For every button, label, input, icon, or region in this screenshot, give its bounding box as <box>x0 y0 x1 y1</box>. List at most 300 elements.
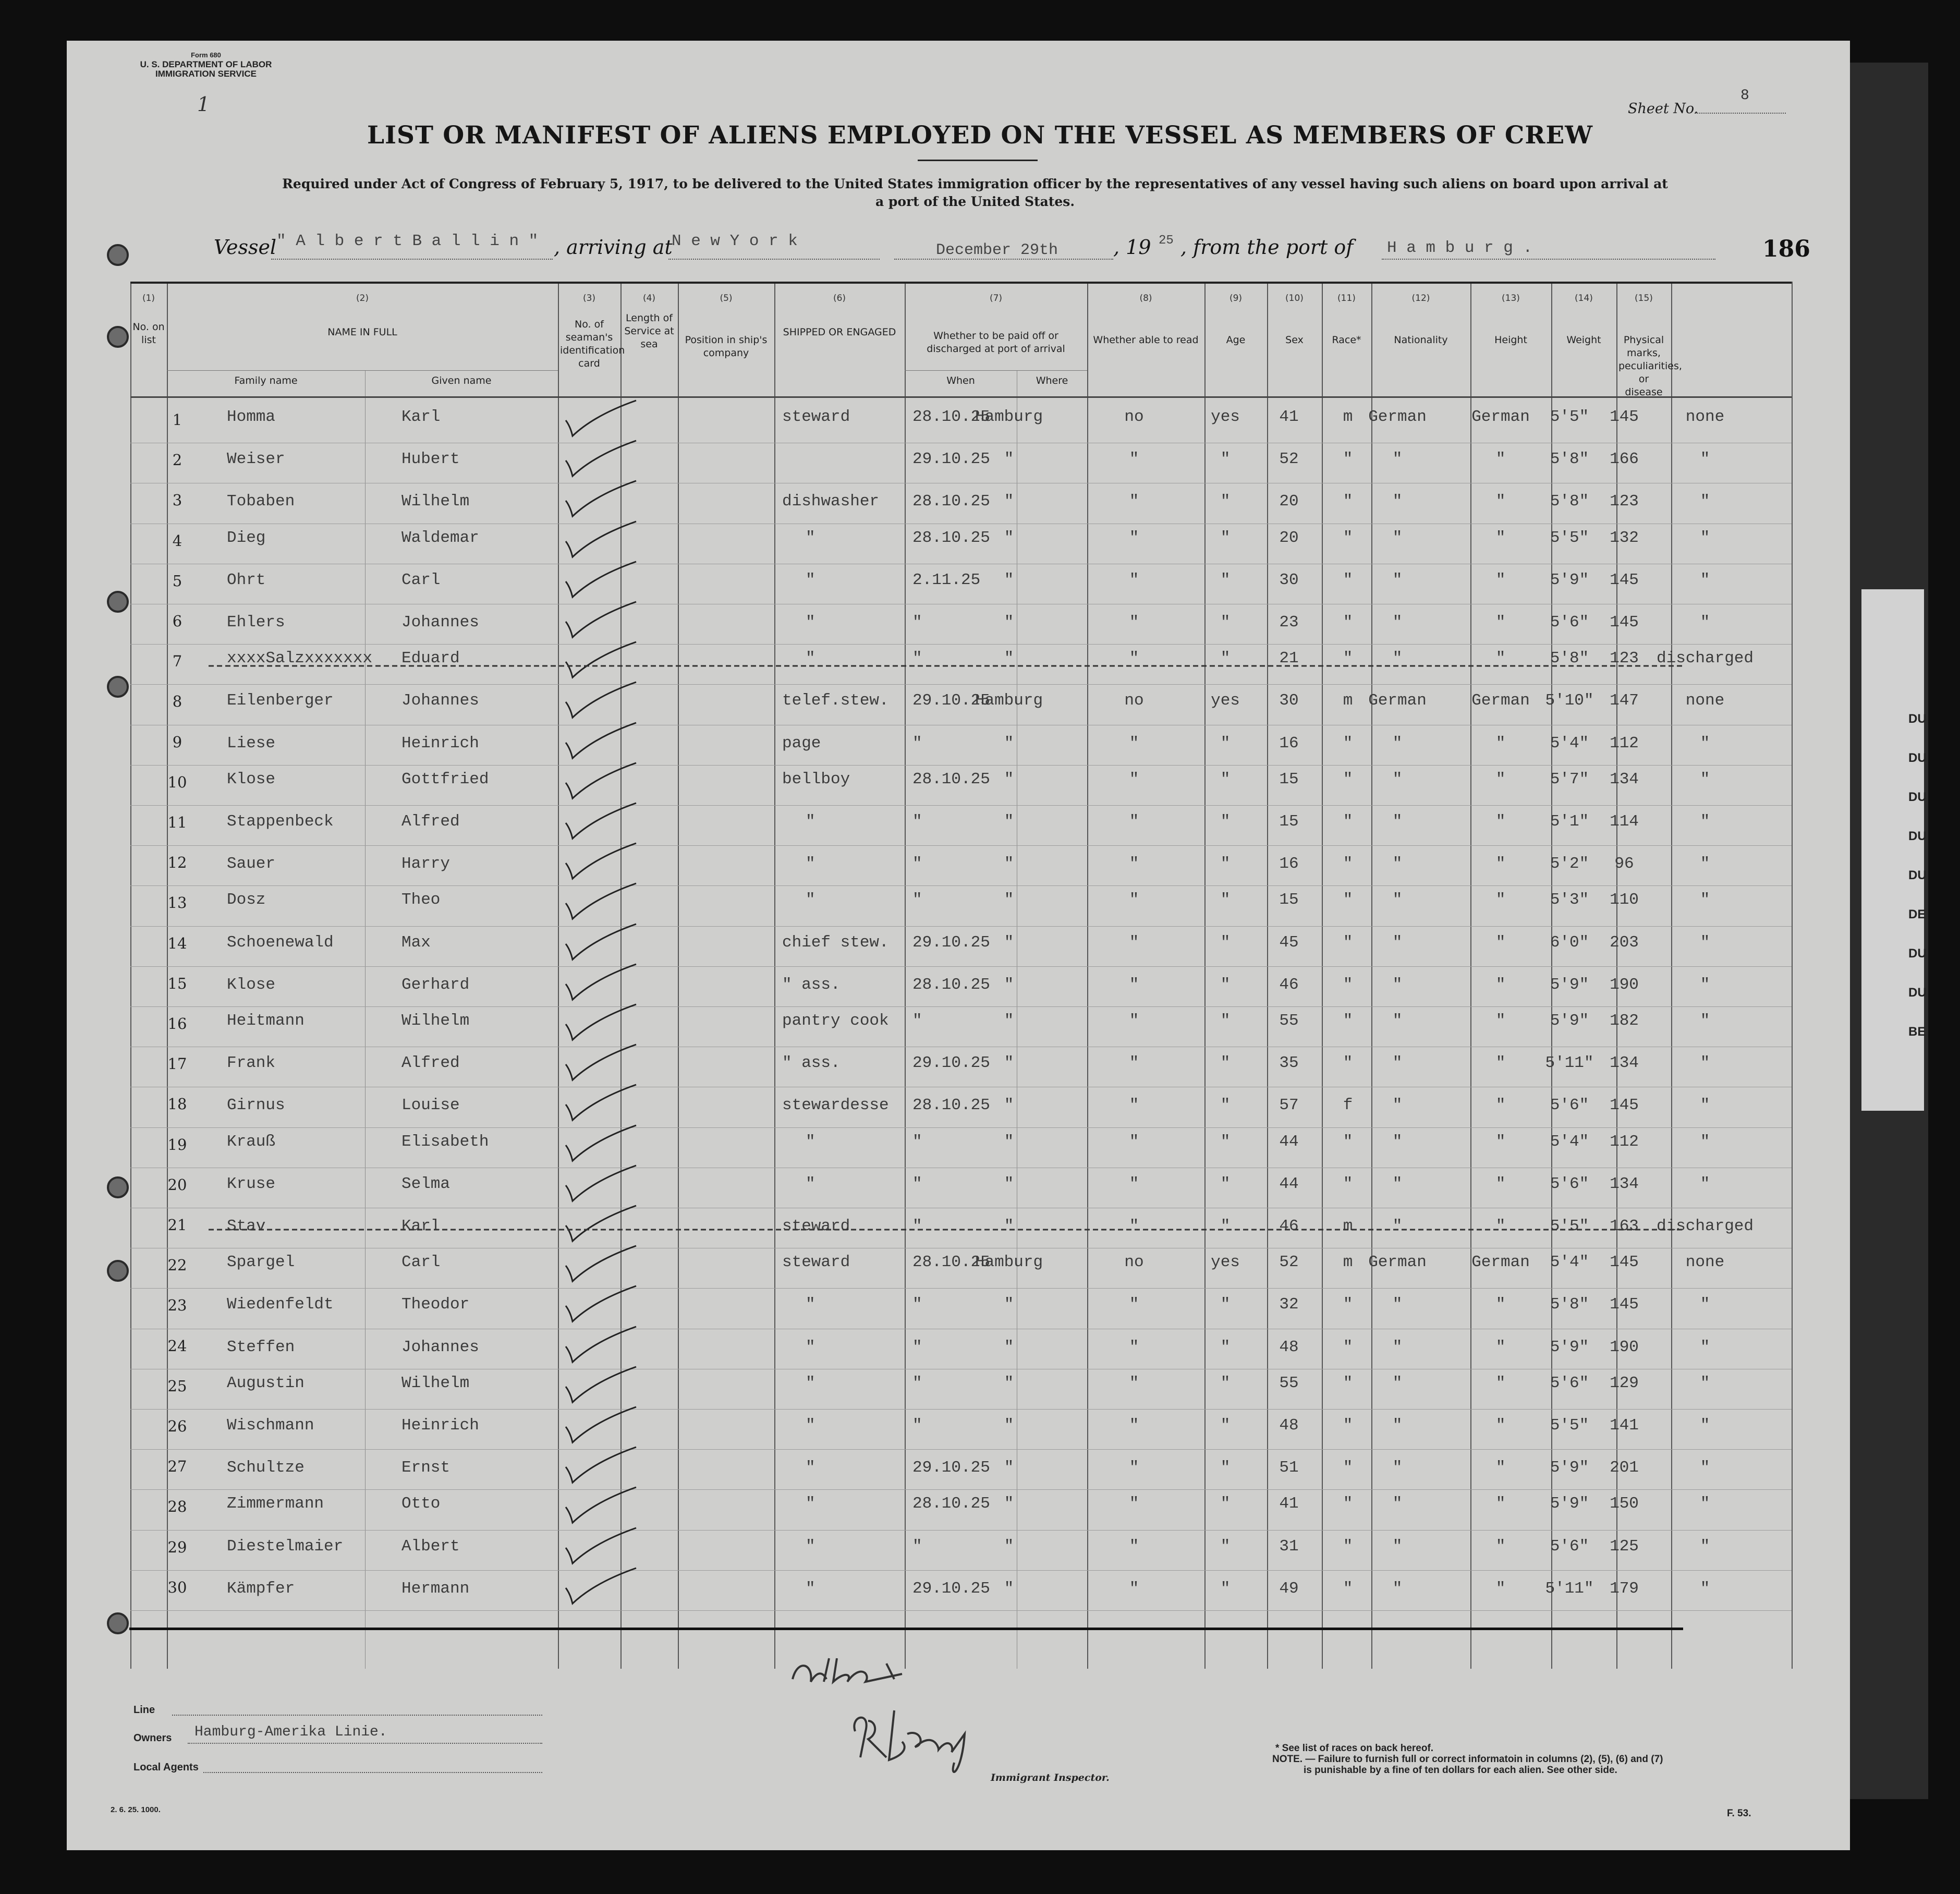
cell-when: " <box>912 1132 922 1151</box>
column-header-7: Whether to be paid off or discharged at port of arrival <box>927 330 1065 355</box>
arriving-label: , arriving at <box>554 236 673 259</box>
cell-where: Hamburg <box>975 408 1043 426</box>
cell-read: " <box>1220 570 1231 589</box>
cell-position: bellboy <box>782 770 850 788</box>
cell-family: Girnus <box>227 1096 285 1115</box>
cell-age: 49 <box>1279 1579 1299 1598</box>
sheet-number-line <box>1695 113 1786 114</box>
strike-through-line <box>130 660 1792 663</box>
cell-paid: no <box>1124 691 1144 710</box>
row-line <box>130 1570 1792 1571</box>
cell-marks: " <box>1700 613 1710 632</box>
cell-marks: " <box>1700 734 1710 752</box>
cell-race: " <box>1392 450 1403 469</box>
cell-age: 20 <box>1279 528 1299 547</box>
cell-family: Zimmermann <box>227 1495 324 1513</box>
column-header-15: Physical marks, peculiarities, or disease <box>1618 334 1682 398</box>
column-divider <box>558 282 559 1669</box>
cell-read: " <box>1220 1132 1231 1151</box>
row-line <box>130 1489 1792 1490</box>
vessel-line <box>271 259 553 260</box>
check-mark <box>563 1326 641 1367</box>
subheader-family: Family name <box>234 375 298 386</box>
cell-age: 46 <box>1279 975 1299 994</box>
cell-family: Tobaben <box>227 492 295 511</box>
cell-read: " <box>1220 450 1231 469</box>
cell-family: Spargel <box>227 1253 295 1272</box>
cell-read: " <box>1220 891 1231 909</box>
cell-weight: 145 <box>1610 1096 1639 1115</box>
handwritten-mark: 1 <box>197 93 210 116</box>
cell-where: " <box>1004 770 1014 788</box>
check-mark <box>563 1043 641 1085</box>
cell-height: 5'5" <box>1550 1416 1589 1435</box>
cell-weight: 163 <box>1610 1217 1639 1235</box>
cell-age: 41 <box>1279 408 1299 426</box>
cell-where: " <box>1004 1096 1014 1115</box>
cell-marks: " <box>1700 450 1710 469</box>
cell-nat: " <box>1495 1174 1506 1193</box>
cell-race: " <box>1392 1416 1403 1435</box>
cell-weight: 147 <box>1610 691 1639 710</box>
column-divider <box>130 282 131 1669</box>
cell-marks: " <box>1700 770 1710 788</box>
cell-height: 5'6" <box>1550 1096 1589 1115</box>
column-header-2: NAME IN FULL <box>327 326 397 338</box>
column-divider <box>774 282 775 1669</box>
column-header-12: Nationality <box>1394 334 1448 346</box>
departure-port: H a m b u r g . <box>1387 239 1533 257</box>
cell-given: Johannes <box>401 691 479 710</box>
cell-paid: " <box>1129 933 1139 952</box>
check-mark <box>563 1245 641 1286</box>
row-number: 8 <box>172 693 182 711</box>
cell-race: " <box>1392 649 1403 668</box>
row-number: 17 <box>167 1055 187 1073</box>
cell-age: 52 <box>1279 1253 1299 1272</box>
cell-sex: " <box>1343 770 1353 788</box>
cell-age: 15 <box>1279 891 1299 909</box>
cell-paid: no <box>1124 408 1144 426</box>
cell-position: page <box>782 734 821 752</box>
cell-position: " <box>806 613 815 632</box>
cell-given: Selma <box>401 1174 451 1193</box>
crew-manifest-table <box>130 282 1792 1669</box>
cell-nat: " <box>1495 450 1506 469</box>
cell-where: " <box>1004 734 1014 752</box>
cell-nat: " <box>1495 1537 1506 1556</box>
cell-marks: none <box>1685 1253 1725 1272</box>
cell-paid: " <box>1129 1338 1139 1356</box>
cell-position: " <box>806 855 815 873</box>
cell-where: " <box>1004 528 1014 547</box>
row-number: 10 <box>167 773 187 791</box>
cell-read: " <box>1220 734 1231 752</box>
cell-height: 5'10" <box>1545 691 1594 710</box>
row-number: 16 <box>167 1015 187 1033</box>
row-line <box>130 1288 1792 1289</box>
cell-sex: m <box>1343 1217 1353 1235</box>
edge-fragment: DE <box>1908 907 1926 921</box>
cell-family: Schoenewald <box>227 933 334 952</box>
cell-given: Carl <box>401 1253 441 1272</box>
cell-given: Johannes <box>401 1338 479 1356</box>
cell-where: " <box>1004 855 1014 873</box>
cell-nat: " <box>1495 812 1506 831</box>
cell-race: " <box>1392 1579 1403 1598</box>
cell-where: " <box>1004 1012 1014 1030</box>
subheader-where: Where <box>1036 375 1068 386</box>
cell-race: " <box>1392 770 1403 788</box>
cell-given: Hubert <box>401 450 460 469</box>
subheader-line <box>167 370 558 371</box>
cell-marks: " <box>1700 975 1710 994</box>
cell-race: " <box>1392 855 1403 873</box>
row-number: 6 <box>172 612 182 630</box>
cell-given: Heinrich <box>401 734 479 752</box>
check-mark <box>563 1366 641 1407</box>
cell-paid: " <box>1129 1295 1139 1314</box>
cell-sex: " <box>1343 1012 1353 1030</box>
cell-height: 5'11" <box>1545 1054 1594 1073</box>
local-agents-field <box>203 1772 542 1773</box>
row-line <box>130 1610 1792 1611</box>
cell-height: 5'9" <box>1550 975 1589 994</box>
row-line <box>130 1409 1792 1410</box>
cell-position: " <box>806 570 815 589</box>
column-header-3: No. of seaman's identification card <box>560 319 625 369</box>
cell-where: " <box>1004 1174 1014 1193</box>
binding-hole <box>107 1260 129 1282</box>
binding-hole <box>107 591 129 613</box>
cell-marks: " <box>1700 1416 1710 1435</box>
column-number: (4) <box>642 293 656 303</box>
cell-given: Harry <box>401 855 451 873</box>
cell-when: 28.10.25 <box>912 1495 990 1513</box>
cell-given: Hermann <box>401 1579 470 1598</box>
cell-paid: " <box>1129 613 1139 632</box>
line-label: Line <box>133 1704 155 1716</box>
cell-marks: none <box>1685 408 1725 426</box>
cell-position: " <box>806 1295 815 1314</box>
cell-weight: 166 <box>1610 450 1639 469</box>
cell-paid: " <box>1129 1459 1139 1477</box>
cell-marks: " <box>1700 1054 1710 1073</box>
cell-read: " <box>1220 649 1231 668</box>
cell-position: " <box>806 891 815 909</box>
cell-age: 46 <box>1279 1217 1299 1235</box>
cell-weight: 114 <box>1610 812 1639 831</box>
cell-position: " <box>806 1374 815 1392</box>
cell-sex: " <box>1343 1338 1353 1356</box>
cell-sex: " <box>1343 492 1353 511</box>
cell-weight: 141 <box>1610 1416 1639 1435</box>
cell-paid: " <box>1129 450 1139 469</box>
row-number: 28 <box>167 1498 187 1516</box>
cell-marks: " <box>1700 855 1710 873</box>
column-number: (2) <box>356 293 369 303</box>
cell-read: " <box>1220 1459 1231 1477</box>
cell-paid: no <box>1124 1253 1144 1272</box>
row-line <box>130 885 1792 886</box>
cell-family: Frank <box>227 1054 276 1073</box>
row-line <box>130 1006 1792 1007</box>
cell-family: Dieg <box>227 528 266 547</box>
cell-height: 5'3" <box>1550 891 1589 909</box>
check-mark <box>563 1285 641 1327</box>
row-line <box>130 1530 1792 1531</box>
cell-sex: " <box>1343 933 1353 952</box>
cell-family: Schultze <box>227 1459 305 1477</box>
cell-family: Kruse <box>227 1174 276 1193</box>
cell-nat: " <box>1495 1338 1506 1356</box>
cell-where: " <box>1004 1374 1014 1392</box>
cell-given: Gottfried <box>401 770 489 788</box>
cell-paid: " <box>1129 492 1139 511</box>
binding-hole <box>107 1612 129 1634</box>
row-number: 13 <box>167 894 187 912</box>
row-number: 22 <box>167 1256 187 1274</box>
cell-nat: " <box>1495 1374 1506 1392</box>
cell-race: " <box>1392 1338 1403 1356</box>
cell-race: " <box>1392 1217 1403 1235</box>
cell-where: " <box>1004 975 1014 994</box>
cell-height: 5'5" <box>1550 408 1589 426</box>
cell-weight: 145 <box>1610 613 1639 632</box>
subheader-given: Given name <box>431 375 492 386</box>
cell-race: " <box>1392 975 1403 994</box>
cell-nat: " <box>1495 1132 1506 1151</box>
column-divider <box>1792 282 1793 1669</box>
owners-value: Hamburg-Amerika Linie. <box>194 1724 387 1740</box>
cell-sex: m <box>1343 691 1353 710</box>
cell-given: Albert <box>401 1537 460 1556</box>
cell-given: Otto <box>401 1495 441 1513</box>
cell-position: " <box>806 1579 815 1598</box>
cell-age: 45 <box>1279 933 1299 952</box>
check-mark <box>563 681 641 723</box>
edge-fragment: DU <box>1908 712 1927 726</box>
form-number: Form 680 <box>191 51 221 59</box>
cell-nat: " <box>1495 1012 1506 1030</box>
cell-height: 5'8" <box>1550 450 1589 469</box>
column-header-5: Position in ship's company <box>685 334 768 359</box>
row-number: 30 <box>167 1578 187 1596</box>
cell-paid: " <box>1129 1579 1139 1598</box>
cell-family: Wischmann <box>227 1416 314 1435</box>
cell-race: German <box>1368 408 1427 426</box>
header-bottom-border <box>130 396 1792 398</box>
title-rule <box>918 160 1038 161</box>
cell-paid: " <box>1129 1054 1139 1073</box>
cell-position: " <box>806 1495 815 1513</box>
cell-given: Gerhard <box>401 975 470 994</box>
cell-where: " <box>1004 492 1014 511</box>
row-number: 12 <box>167 854 187 872</box>
cell-marks: " <box>1700 812 1710 831</box>
row-number: 1 <box>172 411 182 429</box>
cell-where: Hamburg <box>975 1253 1043 1272</box>
cell-paid: " <box>1129 891 1139 909</box>
check-mark <box>563 399 641 441</box>
cell-race: " <box>1392 1132 1403 1151</box>
cell-marks: " <box>1700 1374 1710 1392</box>
cell-when: " <box>912 1217 922 1235</box>
subheader-line <box>905 370 1087 371</box>
list-number: 186 <box>1762 236 1810 262</box>
cell-where: " <box>1004 1537 1014 1556</box>
sheet-number-value: 8 <box>1740 88 1749 104</box>
cell-when: 28.10.25 <box>912 770 990 788</box>
cell-sex: " <box>1343 734 1353 752</box>
cell-read: " <box>1220 1495 1231 1513</box>
check-mark <box>563 722 641 763</box>
cell-read: yes <box>1211 691 1240 710</box>
owners-label: Owners <box>133 1732 172 1744</box>
column-number: (12) <box>1411 293 1430 303</box>
cell-sex: " <box>1343 891 1353 909</box>
cell-position: " <box>806 1537 815 1556</box>
cell-weight: 145 <box>1610 1295 1639 1314</box>
cell-marks: " <box>1700 570 1710 589</box>
column-header-10: Sex <box>1285 334 1304 346</box>
cell-sex: " <box>1343 1579 1353 1598</box>
cell-height: 5'7" <box>1550 770 1589 788</box>
cell-where: Hamburg <box>975 691 1043 710</box>
cell-family: Homma <box>227 408 276 426</box>
arrival-port: N e w Y o r k <box>672 232 798 250</box>
check-mark <box>563 802 641 844</box>
row-number: 25 <box>167 1377 187 1395</box>
cell-sex: " <box>1343 450 1353 469</box>
cell-marks: " <box>1700 1132 1710 1151</box>
cell-race: German <box>1368 691 1427 710</box>
cell-age: 23 <box>1279 613 1299 632</box>
cell-when: 28.10.25 <box>912 408 990 426</box>
cell-given: Karl <box>401 1217 441 1235</box>
cell-race: German <box>1368 1253 1427 1272</box>
column-number: (6) <box>833 293 846 303</box>
cell-when: " <box>912 1537 922 1556</box>
cell-age: 41 <box>1279 1495 1299 1513</box>
cell-marks: " <box>1700 1579 1710 1598</box>
table-end-rule <box>129 1628 1683 1630</box>
cell-when: " <box>912 1338 922 1356</box>
cell-when: " <box>912 1374 922 1392</box>
arrival-year: 25 <box>1159 234 1174 248</box>
cell-family: Diestelmaier <box>227 1537 344 1556</box>
cell-where: " <box>1004 891 1014 909</box>
cell-height: 5'9" <box>1550 1012 1589 1030</box>
row-number: 23 <box>167 1296 187 1315</box>
cell-height: 5'8" <box>1550 492 1589 511</box>
cell-height: 5'4" <box>1550 1132 1589 1151</box>
cell-read: " <box>1220 1217 1231 1235</box>
arrival-line <box>668 259 880 260</box>
cell-when: " <box>912 1012 922 1030</box>
local-agents-label: Local Agents <box>133 1762 199 1773</box>
cell-given: Theo <box>401 891 441 909</box>
check-mark <box>563 1003 641 1045</box>
edge-fragment: BE <box>1908 1025 1926 1039</box>
cell-paid: " <box>1129 1537 1139 1556</box>
check-mark <box>563 480 641 521</box>
cell-paid: " <box>1129 855 1139 873</box>
cell-paid: " <box>1129 975 1139 994</box>
cell-paid: " <box>1129 1132 1139 1151</box>
cell-when: " <box>912 649 922 668</box>
cell-read: " <box>1220 770 1231 788</box>
cell-weight: 96 <box>1614 855 1634 873</box>
cell-when: 29.10.25 <box>912 1459 990 1477</box>
cell-sex: " <box>1343 975 1353 994</box>
check-mark <box>563 1486 641 1528</box>
cell-age: 16 <box>1279 855 1299 873</box>
column-header-8: Whether able to read <box>1093 334 1199 346</box>
cell-paid: " <box>1129 1495 1139 1513</box>
column-header-1: No. on list <box>132 321 165 346</box>
cell-nat: " <box>1495 975 1506 994</box>
cell-height: 5'4" <box>1550 734 1589 752</box>
strike-through-line <box>130 1223 1792 1227</box>
check-mark <box>563 601 641 642</box>
row-number: 18 <box>167 1095 187 1113</box>
check-mark <box>563 561 641 602</box>
row-number: 27 <box>167 1458 187 1476</box>
cell-given: Max <box>401 933 431 952</box>
check-mark <box>563 882 641 924</box>
cell-nat: German <box>1471 1253 1530 1272</box>
column-number: (14) <box>1575 293 1593 303</box>
cell-sex: " <box>1343 1132 1353 1151</box>
binding-hole <box>107 244 129 266</box>
cell-read: " <box>1220 855 1231 873</box>
cell-family: Krauß <box>227 1132 276 1151</box>
cell-marks: " <box>1700 1495 1710 1513</box>
check-mark <box>563 963 641 1005</box>
cell-paid: " <box>1129 1096 1139 1115</box>
cell-race: " <box>1392 528 1403 547</box>
cell-weight: 190 <box>1610 1338 1639 1356</box>
row-number: 11 <box>167 814 187 831</box>
row-number: 7 <box>172 652 182 671</box>
row-line <box>130 805 1792 806</box>
column-number: (8) <box>1139 293 1152 303</box>
column-header-4: Length of Service at sea <box>624 312 674 350</box>
row-number: 26 <box>167 1417 187 1435</box>
cell-sex: m <box>1343 408 1353 426</box>
fine-note-line-2: is punishable by a fine of ten dollars for each alien. See other side. <box>1304 1765 1617 1776</box>
cell-marks: " <box>1700 1096 1710 1115</box>
cell-age: 55 <box>1279 1374 1299 1392</box>
cell-marks: " <box>1700 891 1710 909</box>
cell-race: " <box>1392 1096 1403 1115</box>
column-number: (15) <box>1635 293 1653 303</box>
cell-where: " <box>1004 1579 1014 1598</box>
cell-sex: " <box>1343 649 1353 668</box>
column-number: (7) <box>989 293 1003 303</box>
cell-when: 28.10.25 <box>912 528 990 547</box>
cell-when: 28.10.25 <box>912 975 990 994</box>
cell-age: 30 <box>1279 570 1299 589</box>
binding-hole <box>107 676 129 698</box>
cell-weight: 182 <box>1610 1012 1639 1030</box>
cell-where: " <box>1004 1416 1014 1435</box>
cell-weight: 123 <box>1610 649 1639 668</box>
cell-paid: " <box>1129 1012 1139 1030</box>
cell-weight: 201 <box>1610 1459 1639 1477</box>
column-divider <box>1087 282 1088 1669</box>
